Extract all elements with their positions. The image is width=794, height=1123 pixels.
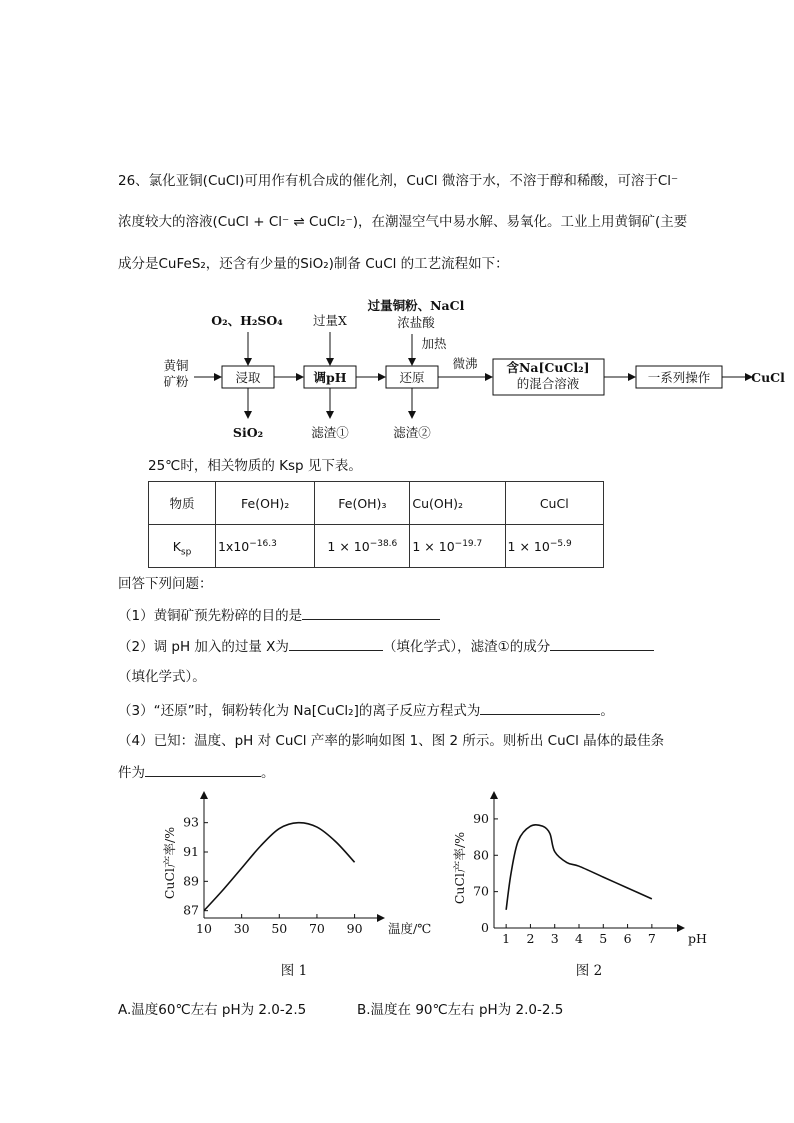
chart-temperature-yield bbox=[150, 795, 432, 985]
ksp-header-substance: 物质 bbox=[149, 482, 216, 525]
process-flow-diagram bbox=[0, 290, 794, 450]
flow-output-1: SiO₂ bbox=[232, 425, 264, 440]
x-tick-label: 5 bbox=[599, 931, 608, 946]
y-tick-label: 89 bbox=[183, 873, 199, 889]
flow-reagent-2: 过量X bbox=[313, 313, 347, 328]
ksp-value-cucl: $1 \times 10^{-5.9}$ bbox=[505, 525, 603, 568]
y-axis-label: CuCl产率/% bbox=[162, 826, 177, 900]
chart-ph-yield bbox=[440, 795, 710, 985]
x-tick-label: 50 bbox=[271, 921, 288, 936]
x-tick-label: 2 bbox=[526, 931, 535, 946]
ksp-table-value-row bbox=[149, 525, 604, 568]
answer-blank-1[interactable] bbox=[302, 605, 440, 620]
ksp-header-cuoh2: Cu(OH)₂ bbox=[410, 482, 505, 525]
option-a[interactable]: A.温度60℃左右 pH为 2.0-2.5 bbox=[118, 1002, 307, 1018]
y-tick-label: 90 bbox=[473, 810, 489, 826]
y-tick-label: 0 bbox=[481, 920, 489, 935]
question-1: （1）黄铜矿预先粉碎的目的是 bbox=[118, 605, 440, 626]
x-tick-label: 1 bbox=[502, 931, 511, 946]
table-intro: 25℃时，相关物质的 Ksp 见下表。 bbox=[148, 458, 362, 474]
flow-box-4-line-1: 含Na[CuCl₂] bbox=[506, 360, 590, 375]
chart-caption: 图 2 bbox=[575, 963, 603, 979]
series-line bbox=[506, 825, 652, 910]
flow-reagent-3b: 浓盐酸 bbox=[397, 315, 435, 330]
ksp-table-header-row bbox=[149, 482, 604, 525]
ksp-header-cucl: CuCl bbox=[505, 482, 603, 525]
flow-arrow-label: 微沸 bbox=[452, 356, 478, 371]
flow-box-5-label: 一系列操作 bbox=[647, 370, 711, 385]
ksp-row-label: $K_{sp}$ bbox=[149, 525, 216, 568]
ksp-value-cuoh2: $1 \times 10^{-19.7}$ bbox=[410, 525, 505, 568]
y-tick-label: 70 bbox=[473, 883, 489, 899]
ksp-value-feoh3: $1 \times 10^{-38.6}$ bbox=[315, 525, 410, 568]
answer-blank-2b[interactable] bbox=[550, 636, 654, 651]
flow-output-2: 滤渣① bbox=[311, 425, 349, 440]
flow-box-2-label: 调pH bbox=[313, 370, 347, 385]
x-tick-label: 7 bbox=[647, 931, 656, 946]
flow-box-1-label: 浸取 bbox=[235, 370, 261, 385]
x-tick-label: 6 bbox=[623, 931, 632, 946]
x-tick-label: 3 bbox=[550, 931, 559, 946]
flow-output-3: 滤渣② bbox=[393, 425, 431, 440]
x-axis-label: 温度/℃ bbox=[388, 921, 432, 936]
series-line bbox=[204, 823, 355, 911]
ksp-table bbox=[148, 481, 604, 568]
x-tick-label: 4 bbox=[575, 931, 583, 946]
question-4-cont: 件为 。 bbox=[118, 762, 275, 783]
y-tick-label: 91 bbox=[183, 844, 199, 859]
y-tick-label: 80 bbox=[473, 847, 489, 863]
flow-box-3-label: 还原 bbox=[399, 370, 425, 385]
flow-reagent-3c: 加热 bbox=[421, 336, 447, 351]
question-line-3: 成分是CuFeS₂，还含有少量的SiO₂)制备 CuCl 的工艺流程如下： bbox=[118, 256, 509, 272]
y-tick-label: 93 bbox=[183, 814, 199, 830]
y-axis-label: CuCl产率/% bbox=[452, 831, 467, 905]
ksp-header-feoh3: Fe(OH)₃ bbox=[315, 482, 410, 525]
question-line-1: 26、氯化亚铜(CuCl)可用作有机合成的催化剂，CuCl 微溶于水，不溶于醇和稀酸，可溶于Cl⁻ bbox=[118, 173, 679, 189]
ksp-header-feoh2: Fe(OH)₂ bbox=[215, 482, 314, 525]
answer-blank-4[interactable] bbox=[145, 762, 261, 777]
flow-reagent-1: O₂、H₂SO₄ bbox=[211, 313, 283, 328]
x-axis-label: pH bbox=[688, 931, 707, 946]
flow-box-4-line-2: 的混合溶液 bbox=[516, 376, 580, 391]
question-2-cont: （填化学式）。 bbox=[118, 669, 206, 685]
question-2: （2）调 pH 加入的过量 X为 （填化学式），滤渣①的成分 bbox=[118, 636, 654, 657]
flow-start-line-2: 矿粉 bbox=[163, 374, 189, 389]
ksp-value-feoh2: $1x10^{-16.3}$ bbox=[215, 525, 314, 568]
y-tick-label: 87 bbox=[183, 902, 199, 918]
x-tick-label: 10 bbox=[196, 921, 212, 936]
question-line-2: 浓度较大的溶液(CuCl + Cl⁻ ⇌ CuCl₂⁻)，在潮湿空气中易水解、易氧化。工业上用黄铜矿(主要 bbox=[118, 214, 688, 230]
chart-caption: 图 1 bbox=[280, 963, 308, 979]
option-b[interactable]: B.温度在 90℃左右 pH为 2.0-2.5 bbox=[357, 1002, 564, 1018]
flow-reagent-3a: 过量铜粉、NaCl bbox=[367, 298, 465, 313]
answer-heading: 回答下列问题： bbox=[118, 576, 213, 592]
x-tick-label: 30 bbox=[233, 921, 250, 936]
answer-blank-3[interactable] bbox=[480, 700, 600, 715]
flow-product: CuCl bbox=[751, 370, 785, 385]
question-4: （4）已知：温度、pH 对 CuCl 产率的影响如图 1、图 2 所示。则析出 CuCl 晶体的最佳条 bbox=[118, 733, 665, 749]
x-tick-label: 90 bbox=[346, 921, 363, 936]
flow-start-line-1: 黄铜 bbox=[163, 358, 189, 373]
answer-blank-2a[interactable] bbox=[289, 636, 383, 651]
question-3: （3）“还原”时，铜粉转化为 Na[CuCl₂]的离子反应方程式为 。 bbox=[118, 700, 614, 721]
x-tick-label: 70 bbox=[308, 921, 325, 936]
